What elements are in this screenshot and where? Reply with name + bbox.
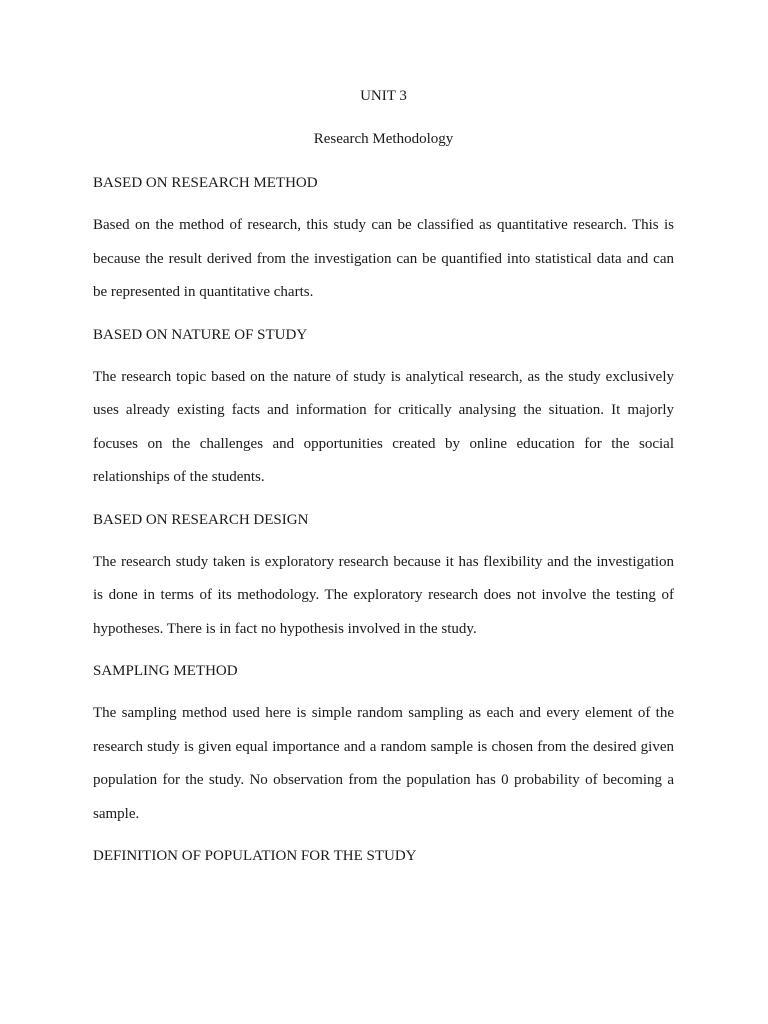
section-body-nature-of-study: The research topic based on the nature of study is analytical research, as the study exclusively uses already existing facts and information for critically analysing the situation. It majorly focuses on the challenges and opportunities created by online education for the social relationships of the students. [93, 368, 674, 485]
section-body-sampling-method: The sampling method used here is simple random sampling as each and every element of the research study is given equal importance and a random sample is chosen from the desired given population for the study. No observation from the population has 0 probability of becoming a sample. [93, 705, 674, 822]
section-heading-research-design: BASED ON RESEARCH DESIGN [93, 511, 309, 528]
section-heading-research-method: BASED ON RESEARCH METHOD [93, 175, 318, 191]
document-subtitle: Research Methodology [313, 131, 454, 147]
unit-title: UNIT 3 [360, 88, 407, 104]
document-body [93, 86, 674, 889]
section-heading-nature-of-study: BASED ON NATURE OF STUDY [93, 326, 308, 343]
section-body-research-design: The research study taken is exploratory research because it has flexibility and the investigation is done in terms of its methodology. The exploratory research does not involve the testing of hypotheses. There is in fact no hypothesis involved in the study. [93, 553, 674, 637]
section-body-research-method: Based on the method of research, this study can be classified as quantitative research. This is because the result derived from the investigation can be quantified into statistical data and can be represented in quantitative charts. [93, 217, 674, 300]
section-heading-sampling-method: SAMPLING METHOD [93, 663, 238, 679]
section-heading-population-definition: DEFINITION OF POPULATION FOR THE STUDY [93, 848, 417, 864]
